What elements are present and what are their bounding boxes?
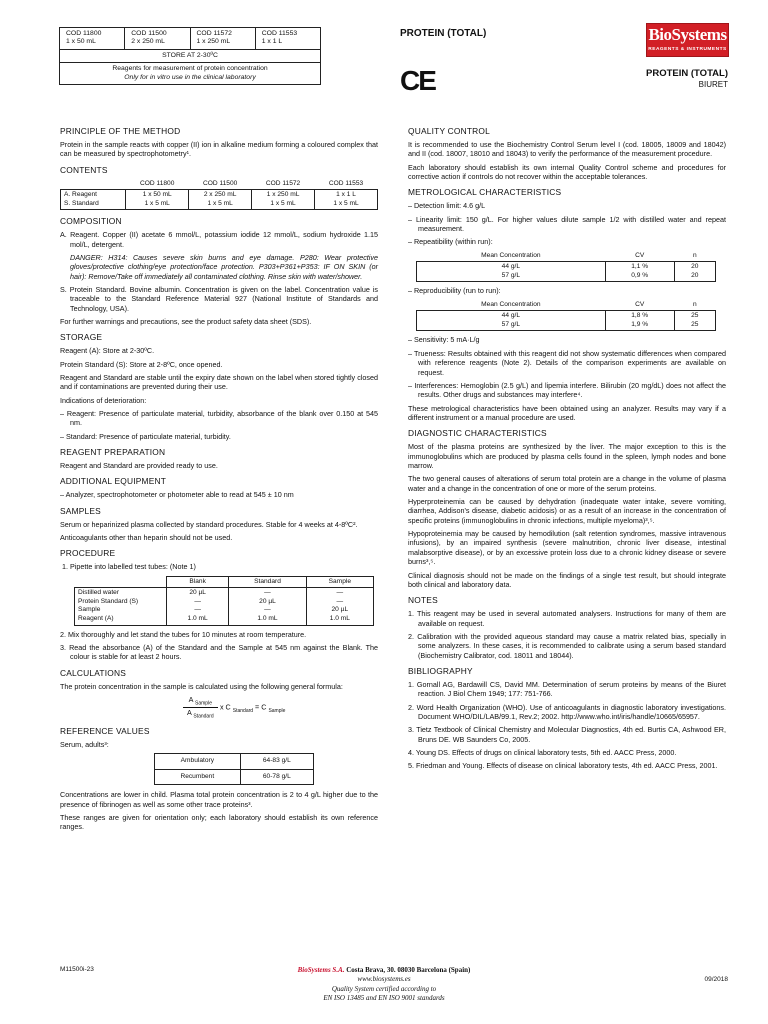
section-heading: NOTES [408, 595, 438, 606]
bibliography-item: 5. Friedman and Young. Effects of disease on clinical laboratory tests, 4th ed. AACC Press, 2001. [408, 761, 718, 771]
section-heading: PROCEDURE [60, 548, 116, 559]
paragraph: Concentrations are lower in child. Plasma total protein concentration is 2 to 4 g/L higher due to the presence of fibrinogen as well as some other trace proteins³. [60, 790, 378, 809]
paragraph: – Detection limit: 4.6 g/L [408, 201, 486, 211]
paragraph: 2. Calibration with the provided aqueous standard may cause a matrix related bias, specially in some analyzers. In these cases, it is recommended to calibrate using a serum based standard (Biochemistry Calibrator, cod. 18011 and 18044). [408, 631, 726, 660]
paragraph: – Sensitivity: 5 mA·L/g [408, 335, 480, 345]
bibliography-item: 4. Young DS. Effects of drugs on clinical laboratory tests, 5th ed. AACC Press, 2000. [408, 748, 677, 758]
product-codes-table [59, 27, 321, 85]
paragraph: Protein in the sample reacts with copper (II) ion in alkaline medium forming a coloured complex that can be measured by spectrophotometry¹. [60, 139, 378, 159]
paragraph: Indications of deterioration: [60, 395, 147, 405]
revision-date: 09/2018 [704, 976, 728, 983]
paragraph: – Reproducibility (run to run): [408, 286, 501, 296]
section-heading: REAGENT PREPARATION [60, 447, 166, 458]
paragraph: 1. This reagent may be used in several automated analysers. Instructions for many of them are available on request. [408, 609, 726, 628]
section-heading: BIBLIOGRAPHY [408, 666, 473, 676]
reference-values-table: Ambulatory 64-83 g/L Recumbent 60-78 g/L [154, 753, 314, 785]
section-heading: PRINCIPLE OF THE METHOD [60, 126, 181, 136]
code-cell: COD 11500 2 x 250 mL [125, 28, 190, 50]
reagent-usage: Reagents for measurement of protein concentration Only for in vitro use in the clinical laboratory [60, 63, 321, 85]
paragraph: Serum or heparinized plasma collected by standard procedures. Stable for 4 weeks at 4-8ºC². [60, 519, 358, 529]
paragraph: Each laboratory should establish its own internal Quality Control scheme and procedures for corrective action if controls do not recover within the acceptable tolerances. [408, 162, 726, 181]
paragraph: – Trueness: Results obtained with this reagent did not show systematic differences when compared with reference reagents (Note 2). Details of the comparison experiments are available on request. [408, 348, 726, 377]
contents-table: COD 11800 COD 11500 COD 11572 COD 11553 A. Reagent S. Standard 1 x 50 mL 1 x 5 mL 2 x 250 mL 1 x 5 mL 1 x 250 mL 1 x 5 mL 1 x 1 L 1 x 5 mL [60, 179, 378, 211]
ce-mark-icon: CE [400, 65, 435, 96]
paragraph: Most of the plasma proteins are synthesized by the liver. The major exception to this is the immunoglobulins which are produced by plasma cells found in the spleen, lymph nodes and bone marrow. [408, 442, 726, 470]
header-title: PROTEIN (TOTAL) [400, 28, 487, 39]
paragraph: – Analyzer, spectrophotometer or photometer able to read at 545 ± 10 nm [60, 490, 294, 500]
paragraph: Serum, adults³: [60, 739, 109, 749]
paragraph: Clinical diagnosis should not be made on the findings of a single test result, but should integrate both clinical and laboratory data. [408, 570, 726, 589]
paragraph: These metrological characteristics have been obtained using an analyzer. Results may vary if a different instrument or a manual procedure are used. [408, 403, 726, 422]
section-heading: ADDITIONAL EQUIPMENT [60, 476, 167, 487]
document-code: M11500i-23 [60, 966, 94, 973]
calculation-formula: $\frac{A _{Sample}}{A _{Standard}}$ x C $_{Standard}$ = C $_{Sample}$ [90, 695, 378, 720]
paragraph: 2. Mix thoroughly and let stand the tubes for 10 minutes at room temperature. [60, 629, 307, 639]
procedure-table: Blank Standard Sample Distilled water Protein Standard (S) Sample Reagent (A) 20 µL — — 1.0 mL — 20 µL — 1.0 mL — — 20 µL 1.0 mL [74, 576, 374, 626]
paragraph: Protein Standard (S): Store at 2-8ºC, once opened. [60, 359, 223, 369]
section-heading: CALCULATIONS [60, 667, 127, 678]
section-heading: STORAGE [60, 332, 103, 343]
paragraph: Reagent and Standard are stable until the expiry date shown on the label when stored tightly closed and if contaminations are prevented during their use. [60, 373, 378, 392]
paragraph: – Linearity limit: 150 g/L. For higher values dilute sample 1/2 with distilled water and repeat measurement. [408, 214, 726, 233]
paragraph: S. Protein Standard. Bovine albumin. Concentration is given on the label. Concentration value is traceable to the Standard Reference Material 927 (National Institute of Standards and Technology, USA). [60, 284, 378, 313]
biosystems-logo: BioSystems REAGENTS & INSTRUMENTS [646, 23, 729, 57]
paragraph: Reagent and Standard are provided ready to use. [60, 461, 218, 471]
section-heading: SAMPLES [60, 505, 101, 516]
paragraph: Hyperproteinemia can be caused by dehydration (inadequate water intake, severe vomiting, diarrhea, Addison's disease, diabetic acidosis) or as a result of an increase in the concentration of specific proteins (immunoglobulins in chronic infections, multiple myeloma)³,⁵. [408, 497, 726, 525]
paragraph: The protein concentration in the sample is calculated using the following general formula: [60, 681, 343, 691]
paragraph: Reagent (A): Store at 2-30ºC. [60, 346, 155, 356]
reproducibility-table: Mean Concentration CV n 44 g/L 57 g/L 1,8 % 1,9 % 25 25 [416, 300, 716, 332]
paragraph: 1. Pipette into labelled test tubes: (Note 1) [62, 562, 196, 572]
section-heading: METROLOGICAL CHARACTERISTICS [408, 187, 562, 198]
paragraph: Anticoagulants other than heparin should not be used. [60, 533, 233, 543]
paragraph: It is recommended to use the Biochemistry Control Serum level I (cod. 18005, 18009 and 18042) and II (cod. 18007, 18010 and 18043) to verify the performance of the measurement procedure. [408, 139, 726, 159]
product-title: PROTEIN (TOTAL) BIURET [646, 68, 728, 89]
bibliography-item: 3. Tietz Textbook of Clinical Chemistry and Molecular Diagnostics, 4th ed. Burtis CA, Ashwood ER, Bruns DE. WB Saunders Co, 2005. [408, 725, 726, 744]
section-heading: QUALITY CONTROL [408, 126, 490, 136]
section-heading: DIAGNOSTIC CHARACTERISTICS [408, 428, 547, 439]
paragraph: – Standard: Presence of particulate material, turbidity. [60, 431, 231, 441]
danger-statement: DANGER: H314: Causes severe skin burns and eye damage. P280: Wear protective gloves/protective clothing/eye protection/face protection. P303+P361+P353: IF ON SKIN (or hair): Remove/Take off immediately all contaminated clothing. Rinse skin with water/shower. [70, 252, 378, 281]
paragraph: For further warnings and precautions, see the product safety data sheet (SDS). [60, 317, 312, 327]
code-cell: COD 11800 1 x 50 mL [60, 28, 125, 50]
section-heading: REFERENCE VALUES [60, 725, 150, 736]
bibliography-item: 2. Word Health Organization (WHO). Use of anticoagulants in diagnostic laboratory investigations. Document WHO/DIL/LAB/99.1, Rev.2; 2002. http://www.who.int/iris/handle/10665/65957. [408, 702, 726, 721]
left-column [60, 126, 378, 836]
footer: BioSystems S.A. Costa Brava, 30. 08030 Barcelona (Spain) www.biosystems.es Quality System certified according to EN ISO 13485 and EN ISO 9001 standards [297, 966, 471, 1003]
code-cell: COD 11572 1 x 250 mL [190, 28, 255, 50]
section-heading: COMPOSITION [60, 216, 122, 227]
paragraph: These ranges are given for orientation only; each laboratory should establish its own reference ranges. [60, 812, 378, 832]
repeatability-table: Mean Concentration CV n 44 g/L 57 g/L 1,1 % 0,9 % 20 20 [416, 251, 716, 283]
paragraph: Hypoproteinemia may be caused by hemodilution (salt retention syndromes, massive intravenous infusions), by an impaired synthesis (severe malnutrition, chronic liver disease, intestinal malabsorptive disease), or by an excessive protein loss due to a chronic kidney disease or severe burns³,⁵. [408, 529, 726, 567]
paragraph: – Repeatibility (within run): [408, 237, 493, 247]
bibliography-item: 1. Gornall AG, Bardawill CS, David MM. Determination of serum proteins by means of the Biuret reaction. J Biol Chem 1949; 177: 751-766. [408, 679, 726, 699]
code-cell: COD 11553 1 x 1 L [255, 28, 320, 50]
section-heading: CONTENTS [60, 164, 108, 175]
paragraph: – Reagent: Presence of particulate material, turbidity, absorbance of the blank over 0.150 at 545 nm. [60, 409, 378, 428]
storage-temp: STORE AT 2-30ºC [60, 49, 321, 62]
paragraph: The two general causes of alterations of serum total protein are a change in the volume of plasma water and a change in the concentration of one or more of the serum proteins. [408, 474, 726, 493]
right-column [408, 126, 726, 775]
paragraph: A. Reagent. Copper (II) acetate 6 mmol/L, potassium iodide 12 mmol/L, sodium hydroxide 1.15 mol/L, detergent. [60, 230, 378, 249]
paragraph: 3. Read the absorbance (A) of the Standard and the Sample at 545 nm against the Blank. The colour is stable for at least 2 hours. [60, 642, 378, 662]
paragraph: – Interferences: Hemoglobin (2.5 g/L) and lipemia interfere. Bilirubin (20 mg/dL) does not affect the results. Other drugs and substances may interfere⁴. [408, 380, 726, 400]
